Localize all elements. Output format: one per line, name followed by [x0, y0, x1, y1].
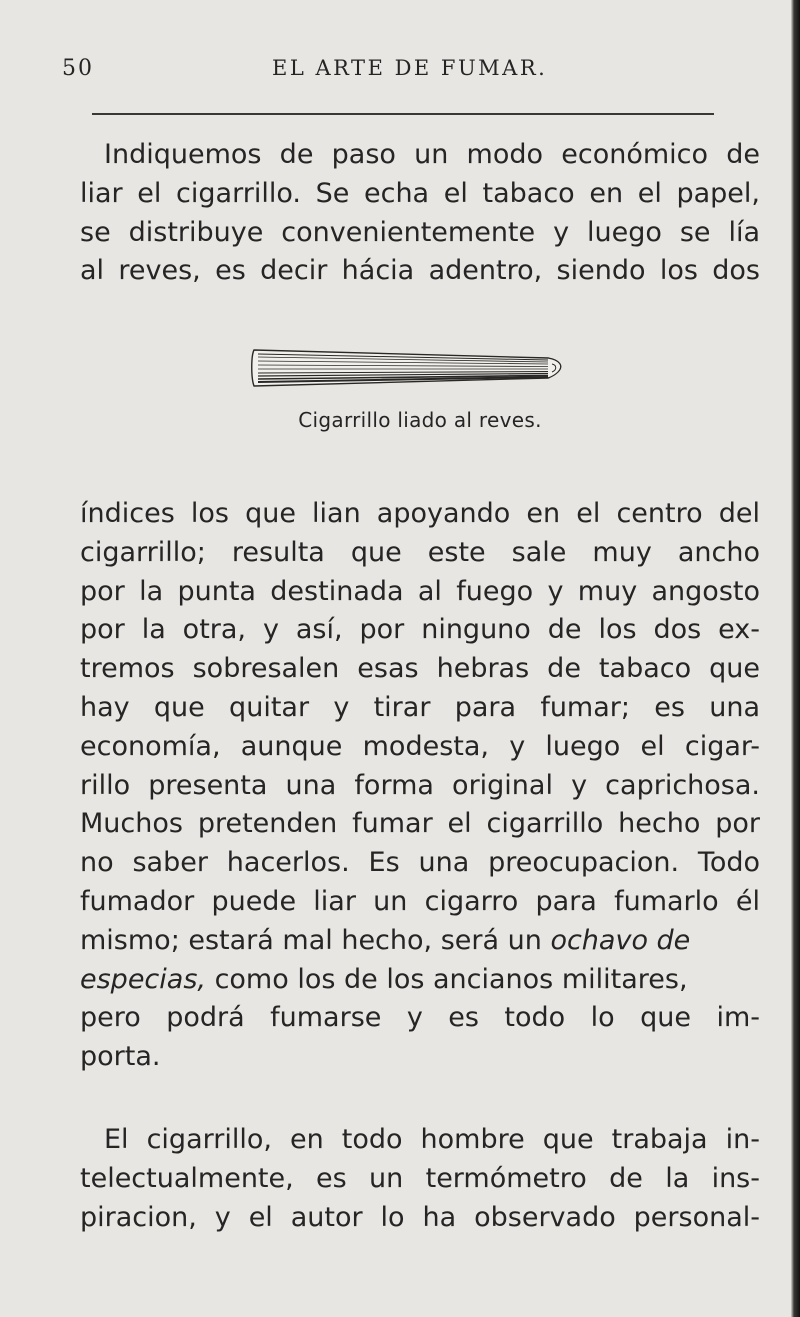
text-line: El cigarrillo, en todo hombre que trabaja in-: [104, 1124, 760, 1155]
text-line: piracion, y el autor lo ha observado personal-: [80, 1201, 760, 1233]
book-spine-edge: [791, 0, 800, 1317]
text-segment: mismo; estará mal hecho, será un: [80, 924, 542, 956]
text-line: [80, 922, 760, 961]
text-line: pero podrá fumarse y es todo lo que im-: [80, 1002, 760, 1034]
page-number: 50: [62, 56, 94, 81]
text-line: rillo presenta una forma original y caprichosa.: [80, 769, 760, 801]
text-line: fumador puede liar un cigarro para fumarlo él: [80, 885, 760, 917]
text-line: índices los que lian apoyando en el centro del: [80, 498, 760, 529]
text-line: economía, aunque modesta, y luego el cigar-: [80, 730, 760, 762]
header-rule: [92, 113, 714, 115]
text-line: se distribuye convenientemente y luego se lía: [80, 216, 760, 248]
page-header: [62, 52, 762, 82]
running-head: EL ARTE DE FUMAR.: [272, 56, 548, 80]
paragraph-2: [80, 495, 760, 1077]
text-line: [80, 961, 760, 1000]
rolled-cigarette-illustration: [248, 348, 570, 388]
text-line: liar el cigarrillo. Se echa el tabaco en el papel,: [80, 177, 760, 209]
text-segment: como los de los ancianos militares,: [205, 963, 688, 995]
italic-phrase: especias,: [80, 963, 206, 995]
text-line: tremos sobresalen esas hebras de tabaco que: [80, 653, 760, 685]
text-line: al reves, es decir hácia adentro, siendo los dos: [80, 255, 760, 287]
text-line: hay que quitar y tirar para fumar; es una: [80, 691, 760, 723]
text-line: porta.: [80, 1041, 161, 1073]
text-line: por la otra, y así, por ninguno de los dos ex-: [80, 614, 760, 646]
figure-caption: Cigarrillo liado al reves.: [298, 408, 542, 432]
text-line: por la punta destinada al fuego y muy angosto: [80, 575, 760, 607]
paragraph-1: [80, 136, 760, 291]
text-line: no saber hacerlos. Es una preocupacion. Todo: [80, 847, 760, 879]
cigarette-icon: [248, 348, 570, 388]
text-line: cigarrillo; resulta que este sale muy ancho: [80, 536, 760, 568]
text-line: Indiquemos de paso un modo económico de: [104, 139, 760, 170]
text-line: telectualmente, es un termómetro de la ins-: [80, 1162, 760, 1194]
text-line: Muchos pretenden fumar el cigarrillo hecho por: [80, 808, 760, 840]
paragraph-3: [80, 1121, 760, 1237]
italic-phrase: ochavo de: [550, 924, 691, 956]
